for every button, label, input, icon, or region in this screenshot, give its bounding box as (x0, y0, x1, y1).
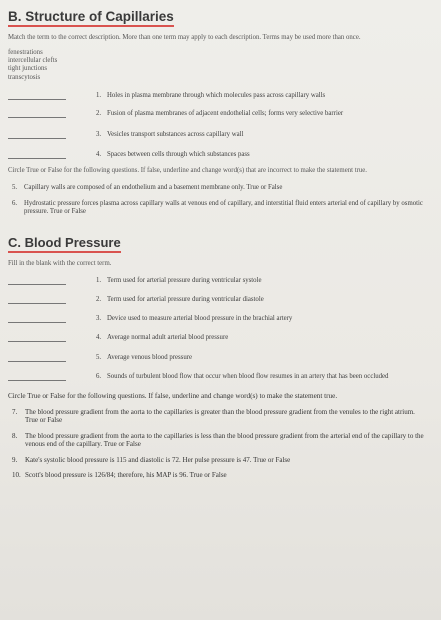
section-b-title: B. Structure of Capillaries (8, 9, 174, 27)
true-false-question (8, 408, 427, 425)
question-text[interactable]: The blood pressure gradient from the aorta to the capillaries is less than the blood pressure gradient from the arterial end of the capillary to the venous end of the capillary. True or False (25, 431, 424, 449)
answer-blank[interactable] (8, 335, 66, 342)
question-number: 3. (96, 130, 102, 138)
question-number: 9. (12, 455, 18, 464)
question-number: 6. (12, 199, 18, 207)
question-number: 3. (96, 315, 102, 323)
question-text[interactable]: Scott's blood pressure is 126/84; therefore, his MAP is 96. True or False (25, 471, 227, 480)
section-c-instructions: Fill in the blank with the correct term. (8, 259, 112, 267)
answer-blank[interactable] (8, 297, 66, 304)
section-c-title: C. Blood Pressure (8, 235, 121, 253)
fill-blank-question (8, 277, 427, 285)
question-number: 5. (96, 353, 102, 361)
question-number: 4. (96, 334, 102, 342)
question-number: 7. (12, 408, 18, 417)
question-number: 2. (96, 110, 102, 118)
answer-blank[interactable] (8, 278, 66, 285)
matching-question (8, 131, 427, 139)
question-number: 1. (96, 276, 102, 284)
fill-blank-question (8, 315, 427, 323)
answer-blank[interactable] (8, 355, 66, 362)
question-number: 10. (12, 471, 21, 480)
true-false-question (8, 471, 427, 479)
question-text: Device used to measure arterial blood pressure in the brachial artery (107, 315, 293, 323)
section-b-tf-instructions: Circle True or False for the following questions. If false, underline and change word(s) that are incorrect to make the statement true. (8, 167, 367, 175)
answer-blank[interactable] (8, 111, 66, 118)
term-item: fenestrations (8, 48, 43, 56)
question-text: Average normal adult arterial blood pressure (107, 334, 229, 342)
fill-blank-question (8, 296, 427, 304)
question-text: Holes in plasma membrane through which molecules pass across capillary walls (107, 92, 326, 100)
term-item: tight junctions (8, 65, 48, 73)
question-text[interactable]: Kate's systolic blood pressure is 115 and diastolic is 72. Her pulse pressure is 47. True or False (25, 455, 291, 464)
question-number: 2. (96, 295, 102, 303)
section-c-tf-instructions: Circle True or False for the following questions. If false, underline and change word(s) to make the statement true. (8, 392, 338, 401)
question-text[interactable]: Capillary walls are composed of an endothelium and a basement membrane only. True or False (24, 183, 283, 191)
question-text: Average venous blood pressure (107, 353, 192, 361)
matching-question (8, 110, 427, 118)
matching-question (8, 151, 427, 159)
fill-blank-question (8, 354, 427, 362)
answer-blank[interactable] (8, 93, 66, 100)
term-item: intercellular clefts (8, 56, 58, 64)
term-item: transcytosis (8, 73, 41, 81)
answer-blank[interactable] (8, 374, 66, 381)
question-text: Vesicles transport substances across capillary wall (107, 130, 244, 138)
fill-blank-question (8, 373, 427, 381)
term-bank (8, 49, 427, 83)
question-text[interactable]: The blood pressure gradient from the aorta to the capillaries is greater than the blood pressure gradient from the venules to the right atrium. True or False (25, 408, 415, 425)
question-number: 8. (12, 431, 18, 440)
question-text: Fusion of plasma membranes of adjacent endothelial cells; forms very selective barrier (107, 110, 344, 118)
true-false-question (8, 200, 427, 217)
question-number: 4. (96, 151, 102, 159)
question-text[interactable]: Hydrostatic pressure forces plasma across capillary walls at venous end of capillary, and interstitial fluid enters arterial end of capillary by osmotic pressure. True or False (24, 199, 423, 216)
answer-blank[interactable] (8, 316, 66, 323)
true-false-question (8, 432, 427, 449)
question-text: Term used for arterial pressure during ventricular systole (107, 276, 262, 284)
question-number: 1. (96, 92, 102, 100)
answer-blank[interactable] (8, 132, 66, 139)
fill-blank-question (8, 334, 427, 342)
true-false-question (8, 184, 427, 192)
question-text: Spaces between cells through which substances pass (107, 151, 250, 159)
question-number: 5. (12, 183, 18, 191)
question-text: Term used for arterial pressure during ventricular diastole (107, 295, 264, 303)
question-text: Sounds of turbulent blood flow that occur when blood flow resumes in an artery that has been occluded (107, 372, 389, 380)
true-false-question (8, 456, 427, 464)
section-b-instructions: Match the term to the correct description. More than one term may apply to each description. Terms may be used more than once. (8, 34, 361, 41)
matching-question (8, 92, 427, 100)
question-number: 6. (96, 372, 102, 380)
answer-blank[interactable] (8, 152, 66, 159)
